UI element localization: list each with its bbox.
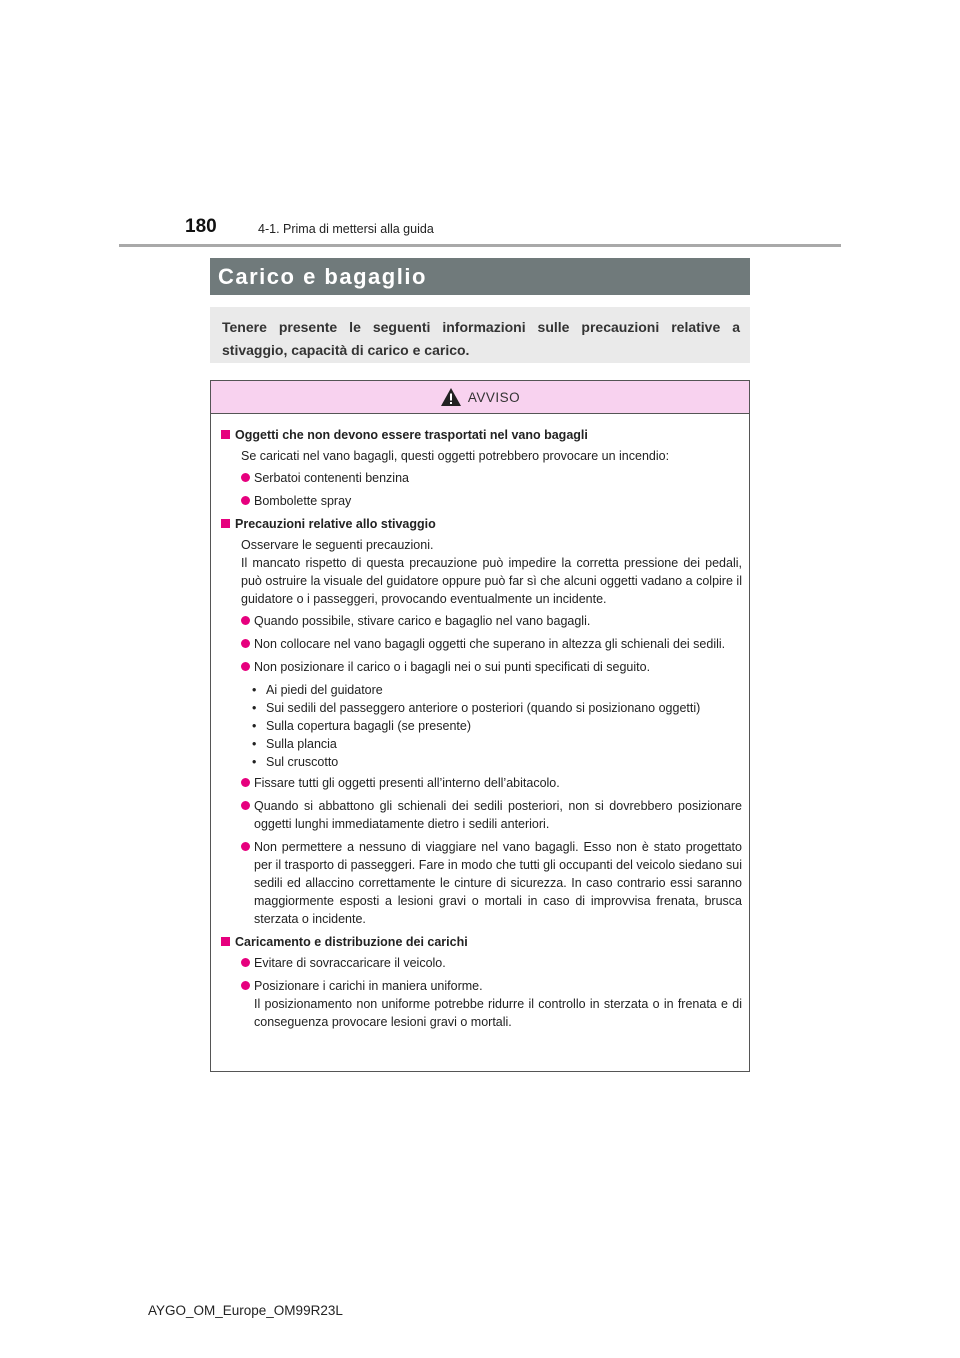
paragraph: Se caricati nel vano bagagli, questi oggetti potrebbero provocare un incendio: [241,449,670,463]
sub-list-item: • Ai piedi del guidatore [252,683,383,697]
sub-list-item-text: Sui sedili del passeggero anteriore o posteriori (quando si posizionano oggetti) [266,701,701,715]
circle-bullet-icon [241,958,250,967]
footer-doc-code: AYGO_OM_Europe_OM99R23L [148,1303,343,1318]
section-heading [221,933,742,951]
section-heading [221,426,742,444]
list-item-text: Evitare di sovraccaricare il veicolo. [254,956,446,970]
square-bullet-icon [221,430,230,439]
page-number: 180 [185,216,217,237]
warning-triangle-icon [440,387,462,407]
list-item-detail: Il posizionamento non uniforme potrebbe ridurre il controllo in sterzata o in frenata e di conseguenza provocare lesioni gravi o mortali. [254,997,742,1029]
sub-list-item-text: Sulla copertura bagagli (se presente) [266,719,471,733]
intro-box [210,307,750,363]
warning-box [210,380,750,1072]
list-item-text: Bombolette spray [254,494,352,508]
list-item-text: Non permettere a nessuno di viaggiare nel vano bagagli. Esso non è stato progettato per il trasporto di passeggeri. Fare in modo che tutti gli occupanti del veicolo siedano sui sedili ed allaccino correttamente le cinture di sicurezza. In caso contrario essi saranno maggiormente esposti a lesioni gravi o mortali in caso di improvvisa frenata, brusca sterzata o incidente. [254,840,742,926]
list-item [221,797,742,833]
page-title: Carico e bagaglio [218,264,427,289]
section-label: 4-1. Prima di mettersi alla guida [258,222,434,236]
list-item-text: Quando possibile, stivare carico e bagaglio nel vano bagagli. [254,614,591,628]
circle-bullet-icon [241,778,250,787]
title-bar [210,258,750,295]
circle-bullet-icon [241,616,250,625]
list-item-text: Posizionare i carichi in maniera uniforme. [254,979,483,993]
sub-list-item-text: Ai piedi del guidatore [266,683,383,697]
square-bullet-icon [221,937,230,946]
sub-list-item: • Sul cruscotto [252,755,339,769]
circle-bullet-icon [241,801,250,810]
intro-text: Tenere presente le seguenti informazioni sulle precauzioni relative a stivaggio, capacità di carico e carico. [222,319,740,358]
circle-bullet-icon [241,662,250,671]
section-heading-text: Precauzioni relative allo stivaggio [235,517,436,531]
list-item [221,977,742,1031]
sub-list-item-text: Sulla plancia [266,737,337,751]
warning-label: AVVISO [467,389,521,405]
section-heading-text: Oggetti che non devono essere trasportati nel vano bagagli [235,428,588,442]
list-item-text: Non collocare nel vano bagagli oggetti che superano in altezza gli schienali dei sedili. [254,637,726,651]
list-item-text: Fissare tutti gli oggetti presenti all’interno dell’abitacolo. [254,776,560,790]
sub-list-item: • Sulla plancia [252,737,337,751]
sub-list-item: • Sulla copertura bagagli (se presente) [252,719,471,733]
list-item-text: Serbatoi contenenti benzina [254,471,409,485]
paragraph: Osservare le seguenti precauzioni. [241,538,434,552]
circle-bullet-icon [241,981,250,990]
section-heading [221,515,742,533]
warning-body [211,414,749,1031]
sub-list [221,681,742,771]
square-bullet-icon [221,519,230,528]
paragraph: Il mancato rispetto di questa precauzione può impedire la corretta pressione dei pedali, può ostruire la visuale del guidatore oppure può far sì che alcuni oggetti vadano a colpire il guidatore o i passeggeri, provocando eventualmente un incidente. [241,556,742,606]
list-item [221,954,742,972]
circle-bullet-icon [241,639,250,648]
list-item-text: Quando si abbattono gli schienali dei sedili posteriori, non si dovrebbero posizionare oggetti lunghi immediatamente dietro i sedili anteriori. [254,799,742,831]
circle-bullet-icon [241,842,250,851]
circle-bullet-icon [241,473,250,482]
list-item [221,469,742,487]
header-divider [119,244,841,247]
sub-list-item: • Sui sedili del passeggero anteriore o posteriori (quando si posizionano oggetti) [252,701,701,715]
list-item [221,492,742,510]
list-item [221,635,742,653]
list-item [221,612,742,630]
section-heading-text: Caricamento e distribuzione dei carichi [235,935,468,949]
list-item [221,658,742,676]
list-item-text: Non posizionare il carico o i bagagli nei o sui punti specificati di seguito. [254,660,651,674]
circle-bullet-icon [241,496,250,505]
warning-header [211,381,749,414]
list-item [221,774,742,792]
list-item [221,838,742,928]
sub-list-item-text: Sul cruscotto [266,755,339,769]
list-item-content [254,977,742,1031]
